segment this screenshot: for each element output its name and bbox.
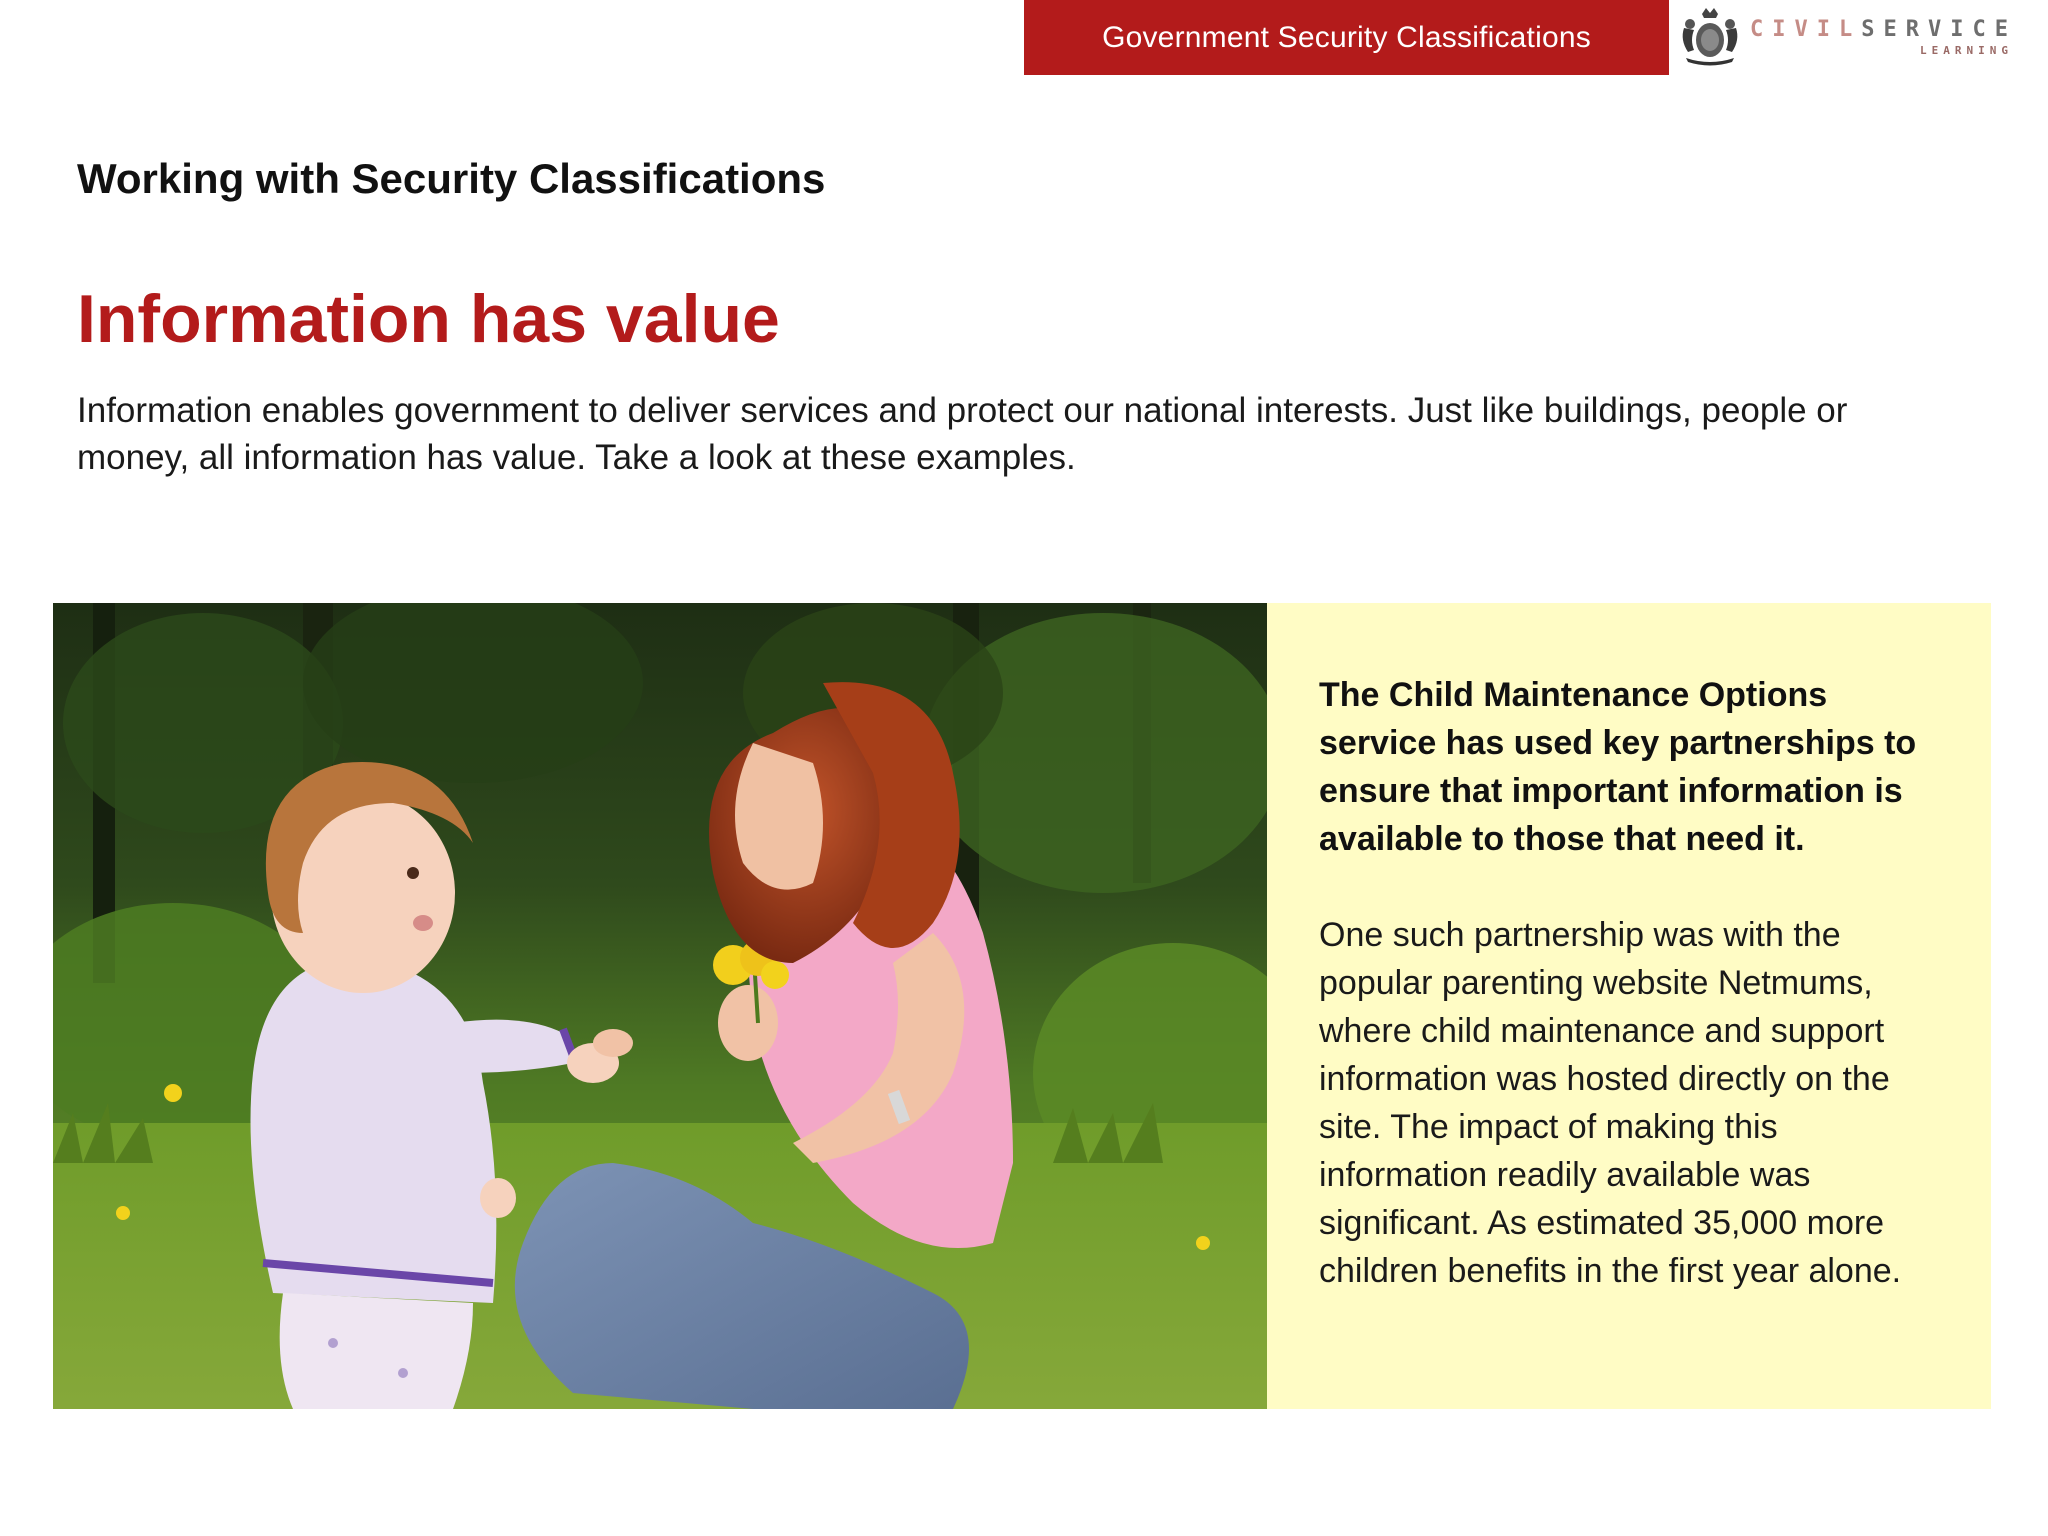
header-title: Government Security Classifications [1102, 20, 1591, 54]
section-title: Working with Security Classifications [77, 155, 826, 202]
logo-word-civil: CIVIL [1750, 16, 1862, 42]
header-bar [1024, 0, 1669, 75]
logo-word-service: SERVICE [1861, 16, 2017, 42]
info-box [1267, 603, 1991, 1409]
civil-service-logo [1678, 4, 2018, 70]
intro-paragraph: Information enables government to deliver services and protect our national interests. Just like buildings, people or money, all information has value. Take a look at these examples. [77, 391, 1848, 477]
mother-child-flowers-photo [53, 603, 1267, 1409]
page-title: Information has value [77, 281, 780, 357]
info-box-lead: The Child Maintenance Options service has used key partnerships to ensure that important information is available to those that need it. [1319, 676, 1917, 858]
logo-sub: LEARNING [1919, 43, 2013, 57]
royal-crest-icon [1678, 6, 1742, 68]
info-box-body: One such partnership was with the popular parenting website Netmums, where child maintenance and support information was hosted directly on the site. The impact of making this information readily available was significant. As estimated 35,000 more children benefits in the first year alone. [1319, 916, 1902, 1290]
